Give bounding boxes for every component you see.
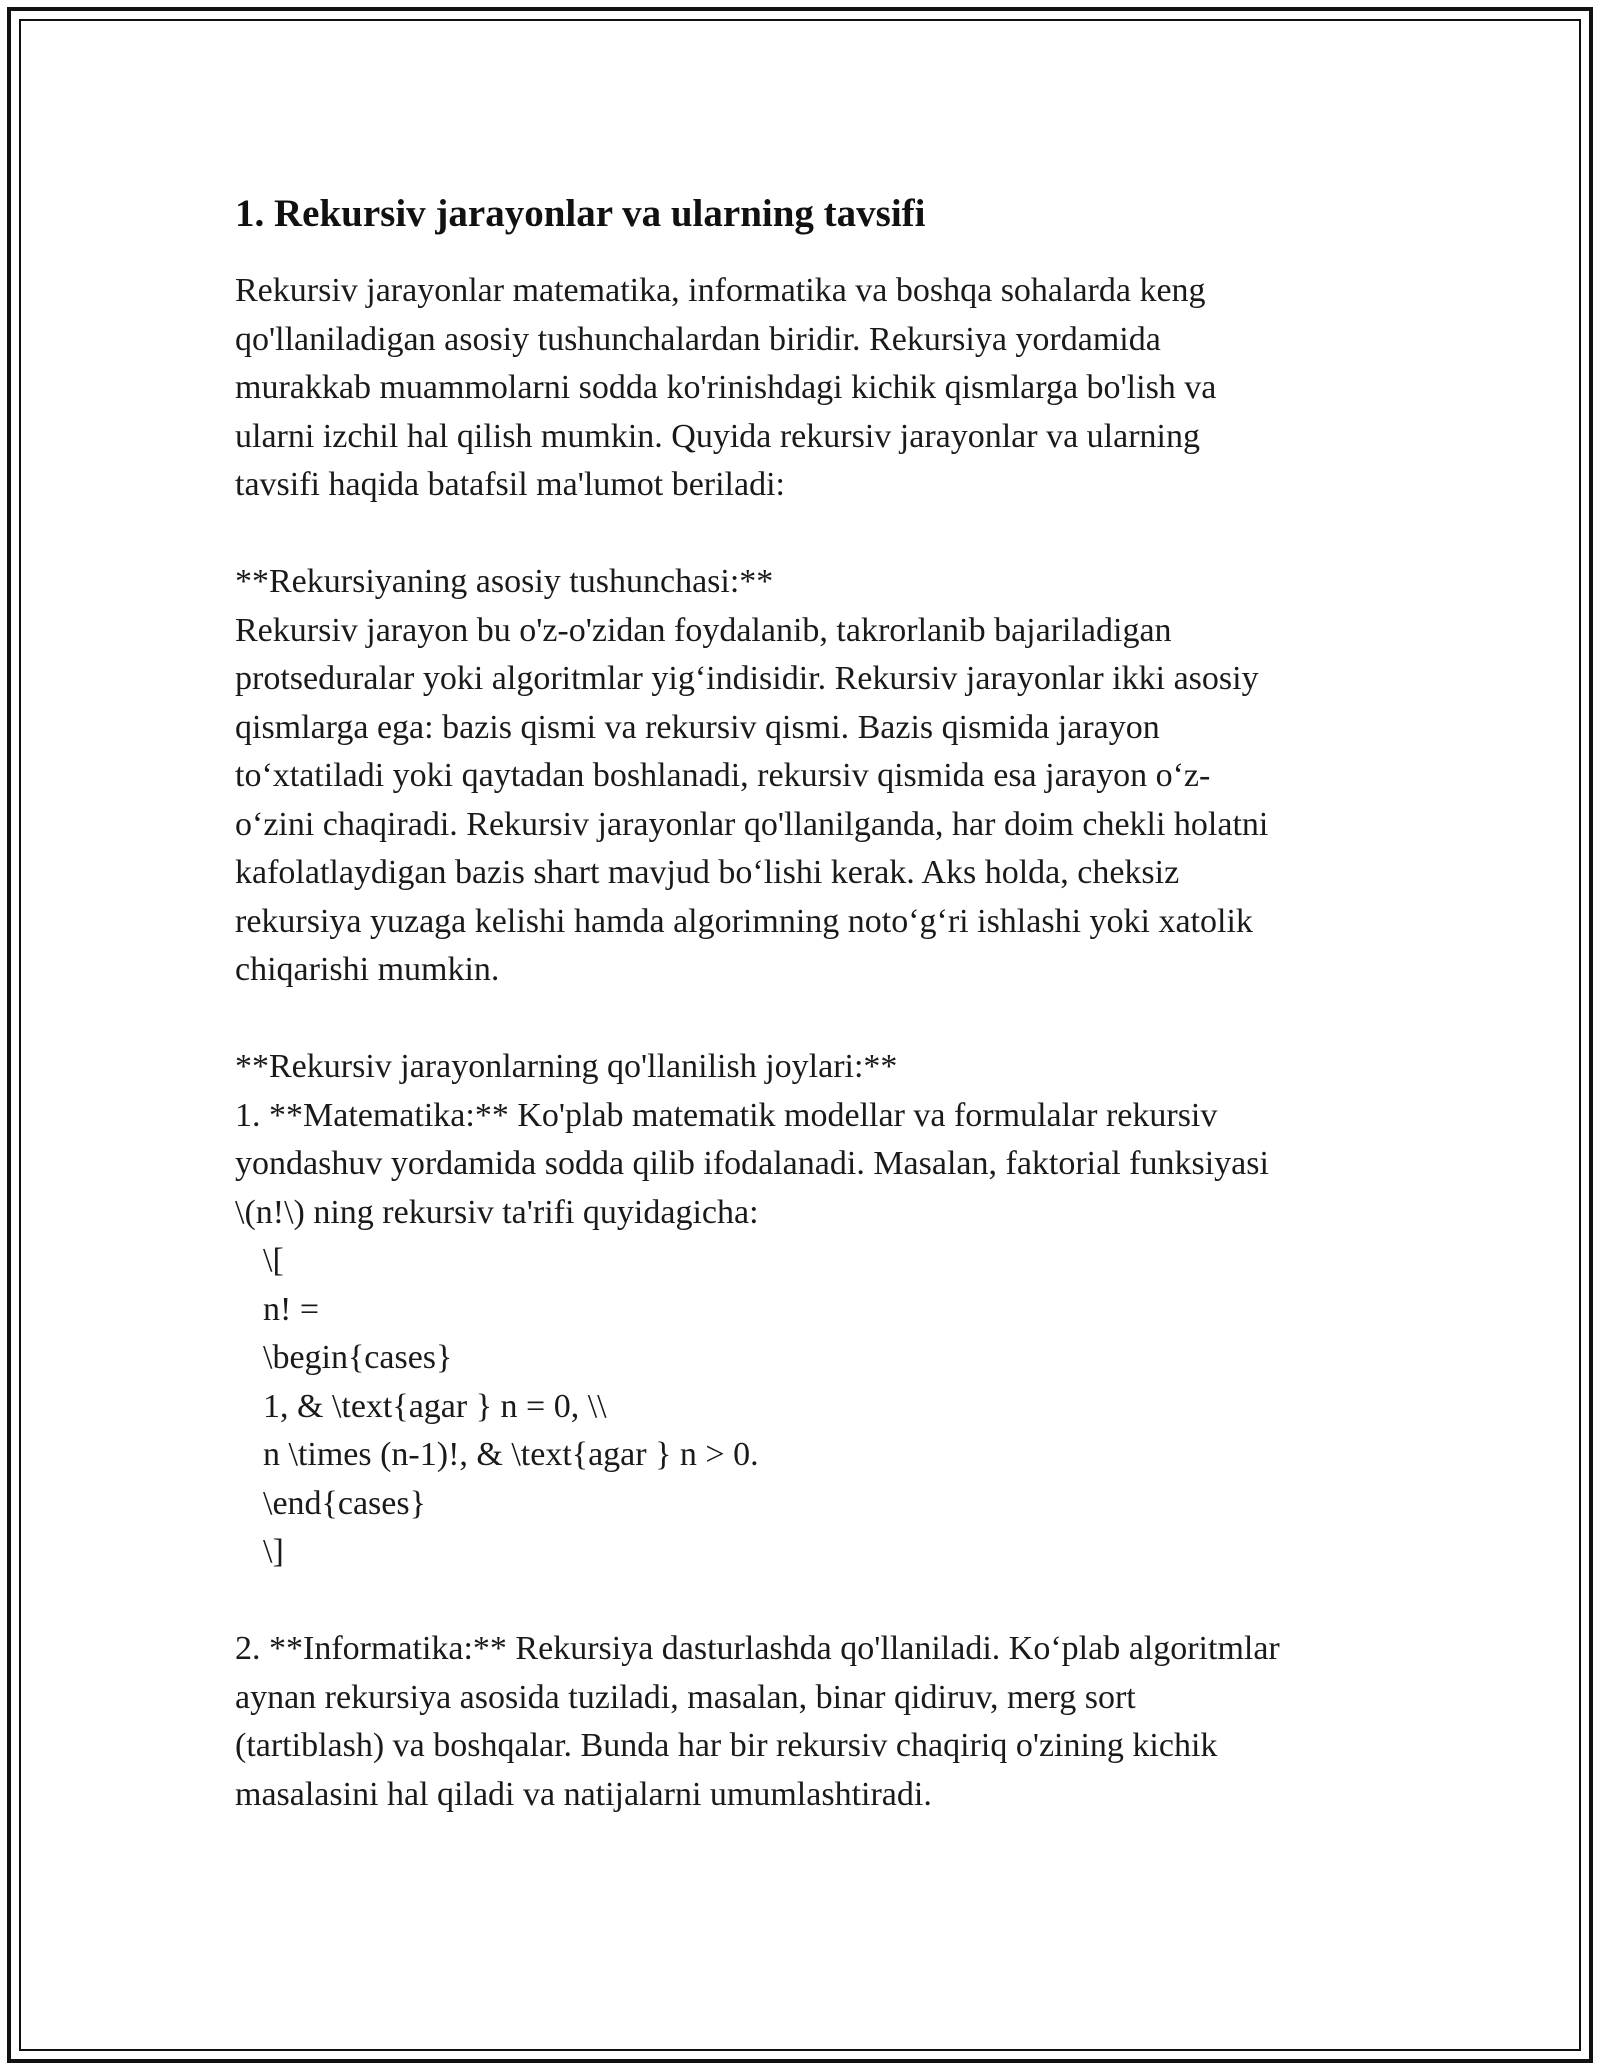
text-line: tavsifi haqida batafsil ma'lumot beriladi: xyxy=(235,466,785,503)
text-line: yondashuv yordamida sodda qilib ifodalanadi. Masalan, faktorial funksiyasi xyxy=(235,1145,1269,1182)
text-line: o‘zini chaqiradi. Rekursiv jarayonlar qo'llanilganda, har doim chekli holatni xyxy=(235,805,1269,843)
paragraph-gap xyxy=(235,995,1375,1044)
formula-line: \begin{cases} xyxy=(263,1339,453,1376)
applications-paragraph xyxy=(235,1043,1375,1237)
text-line: aynan rekursiya asosida tuziladi, masalan, binar qidiruv, merg sort xyxy=(235,1678,1136,1716)
concept-paragraph xyxy=(235,558,1375,995)
text-line: qo'llaniladigan asosiy tushunchalardan biridir. Rekursiya yordamida xyxy=(235,320,1161,358)
paragraph-gap xyxy=(235,510,1375,559)
text-line: \(n!\) ning rekursiv ta'rifi quyidagicha: xyxy=(235,1193,759,1231)
text-line: (tartiblash) va boshqalar. Bunda har bir rekursiv chaqiriq o'zining kichik xyxy=(235,1727,1218,1764)
text-line: kafolatlaydigan bazis shart mavjud bo‘lishi kerak. Aks holda, cheksiz xyxy=(235,854,1180,891)
formula-line: 1, & \text{agar } n = 0, \\ xyxy=(263,1387,607,1425)
formula-line: \] xyxy=(263,1533,284,1570)
text-line: protseduralar yoki algoritmlar yig‘indisidir. Rekursiv jarayonlar ikki asosiy xyxy=(235,660,1259,697)
informatics-paragraph xyxy=(235,1625,1375,1819)
document-body xyxy=(235,188,1375,1819)
text-line: Rekursiv jarayonlar matematika, informatika va boshqa sohalarda keng xyxy=(235,272,1206,309)
paragraph-gap xyxy=(235,1577,1375,1626)
text-line: masalasini hal qiladi va natijalarni umumlashtiradi. xyxy=(235,1775,932,1813)
text-line: qismlarga ega: bazis qismi va rekursiv qismi. Bazis qismida jarayon xyxy=(235,708,1160,746)
text-line: ularni izchil hal qilish mumkin. Quyida rekursiv jarayonlar va ularning xyxy=(235,417,1200,455)
intro-paragraph xyxy=(235,267,1375,510)
text-line: murakkab muammolarni sodda ko'rinishdagi kichik qismlarga bo'lish va xyxy=(235,369,1217,406)
subheading: **Rekursiyaning asosiy tushunchasi:** xyxy=(235,563,774,600)
formula-line: n \times (n-1)!, & \text{agar } n > 0. xyxy=(263,1436,759,1473)
factorial-formula xyxy=(235,1237,1375,1577)
formula-line: \[ xyxy=(263,1242,284,1279)
text-line: 2. **Informatika:** Rekursiya dasturlashda qo'llaniladi. Ko‘plab algoritmlar xyxy=(235,1630,1280,1667)
text-line: to‘xtatiladi yoki qaytadan boshlanadi, rekursiv qismida esa jarayon o‘z- xyxy=(235,757,1211,794)
text-line: Rekursiv jarayon bu o'z-o'zidan foydalanib, takrorlanib bajariladigan xyxy=(235,611,1172,649)
text-line: 1. **Matematika:** Ko'plab matematik modellar va formulalar rekursiv xyxy=(235,1096,1218,1134)
text-line: rekursiya yuzaga kelishi hamda algorimning noto‘g‘ri ishlashi yoki xatolik xyxy=(235,902,1253,940)
formula-line: n! = xyxy=(263,1290,319,1328)
formula-line: \end{cases} xyxy=(263,1484,426,1522)
subheading: **Rekursiv jarayonlarning qo'llanilish joylari:** xyxy=(235,1048,898,1085)
text-line: chiqarishi mumkin. xyxy=(235,951,500,988)
section-title: 1. Rekursiv jarayonlar va ularning tavsifi xyxy=(235,192,926,235)
